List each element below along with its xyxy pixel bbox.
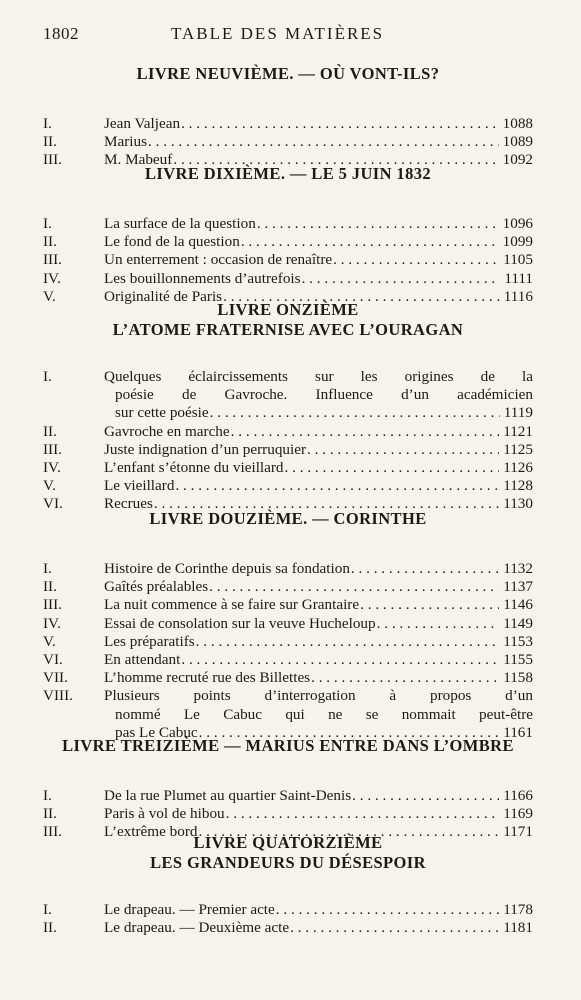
- chapter-page-number: 1146: [503, 596, 533, 614]
- book-heading: [43, 64, 533, 84]
- book-heading-line: LIVRE DIXIÈME. — LE 5 JUIN 1832: [144, 164, 432, 183]
- chapter-number: I.: [43, 787, 52, 804]
- chapter-title-line: nommé Le Cabuc qui ne se nommait peut-être: [115, 705, 533, 723]
- chapter-entry[interactable]: [43, 477, 533, 495]
- dot-leader: [285, 459, 500, 477]
- book-heading: [43, 300, 533, 340]
- chapter-page-number: 1121: [503, 422, 533, 440]
- chapter-number: II.: [43, 805, 57, 823]
- dot-leader: [210, 404, 500, 422]
- dot-leader: [351, 560, 499, 578]
- chapter-entry[interactable]: [43, 251, 533, 269]
- chapter-number: III.: [43, 251, 62, 269]
- chapter-page-number: 1171: [503, 823, 533, 841]
- chapter-title: L’enfant s’étonne du vieillard: [104, 459, 284, 477]
- chapter-number: I.: [43, 368, 52, 385]
- chapter-title: Gavroche en marche: [104, 422, 230, 440]
- chapter-page-number: 1181: [503, 919, 533, 937]
- chapter-list: [43, 215, 533, 306]
- chapter-entry[interactable]: [43, 270, 533, 288]
- chapter-page-number: 1153: [503, 632, 533, 650]
- chapter-entry[interactable]: [43, 805, 533, 823]
- book-heading-line: LIVRE QUATORZIÈME: [193, 833, 383, 852]
- chapter-number: II.: [43, 233, 57, 251]
- chapter-number: IV.: [43, 614, 61, 632]
- chapter-number: II.: [43, 578, 57, 596]
- chapter-list: [43, 115, 533, 170]
- chapter-title: L’homme recruté rue des Billettes: [104, 669, 311, 687]
- book-heading-line: LES GRANDEURS DU DÉSESPOIR: [150, 853, 426, 872]
- book-heading-line: LIVRE DOUZIÈME. — CORINTHE: [149, 509, 427, 528]
- chapter-title: M. Mabeuf: [104, 151, 173, 169]
- chapter-title: De la rue Plumet au quartier Saint-Denis: [104, 787, 352, 804]
- chapter-page-number: 1125: [503, 440, 533, 458]
- chapter-page-number: 1166: [503, 787, 533, 804]
- dot-leader: [181, 651, 499, 669]
- chapter-page-number: 1099: [502, 233, 533, 251]
- book-heading: [43, 833, 533, 873]
- chapter-page-number: 1119: [503, 404, 533, 422]
- dot-leader: [360, 596, 499, 614]
- chapter-entry[interactable]: [43, 633, 533, 651]
- chapter-entry[interactable]: [43, 215, 533, 233]
- chapter-title-line: poésie de Gavroche. Influence d’un académicien: [115, 386, 533, 404]
- chapter-number: I.: [43, 115, 52, 132]
- chapter-title-line: Plusieurs points d’interrogation à propos d’un: [104, 687, 533, 705]
- book-section: [43, 736, 533, 842]
- chapter-entry[interactable]: [43, 596, 533, 614]
- chapter-title: Recrues: [104, 495, 153, 513]
- chapter-title: Histoire de Corinthe depuis sa fondation: [104, 560, 350, 577]
- chapter-page-number: 1155: [503, 651, 533, 669]
- dot-leader: [307, 441, 499, 459]
- dot-leader: [226, 805, 500, 823]
- chapter-entry[interactable]: [43, 115, 533, 133]
- chapter-number: V.: [43, 477, 56, 495]
- chapter-title: Les préparatifs: [104, 632, 195, 650]
- chapter-page-number: 1132: [503, 560, 533, 577]
- dot-leader: [209, 578, 499, 596]
- chapter-number: III.: [43, 151, 62, 169]
- chapter-number: III.: [43, 440, 62, 458]
- chapter-page-number: 1092: [502, 151, 533, 169]
- chapter-page-number: 1128: [503, 477, 533, 495]
- book-heading: [43, 164, 533, 184]
- chapter-page-number: 1137: [503, 578, 533, 596]
- chapter-title: Marius: [104, 133, 148, 151]
- chapter-page-number: 1161: [503, 723, 533, 741]
- chapter-number: III.: [43, 596, 62, 614]
- dot-leader: [148, 133, 499, 151]
- chapter-entry[interactable]: [43, 560, 533, 578]
- dot-leader: [377, 615, 500, 633]
- chapter-page-number: 1169: [503, 805, 533, 823]
- book-heading: [43, 509, 533, 529]
- book-section: [43, 509, 533, 742]
- dot-leader: [276, 901, 499, 919]
- chapter-entry[interactable]: [43, 901, 533, 919]
- chapter-title: La surface de la question: [104, 215, 256, 232]
- chapter-entry[interactable]: [43, 919, 533, 937]
- chapter-page-number: 1088: [502, 115, 533, 132]
- chapter-page-number: 1130: [503, 495, 533, 513]
- chapter-entry[interactable]: [43, 651, 533, 669]
- dot-leader: [241, 233, 499, 251]
- chapter-title-line: Quelques éclaircissements sur les origines de la: [104, 368, 533, 385]
- running-title: TABLE DES MATIÈRES: [171, 24, 385, 43]
- dot-leader: [290, 919, 499, 937]
- chapter-list: [43, 368, 533, 514]
- chapter-number: I.: [43, 901, 52, 918]
- chapter-entry[interactable]: [43, 687, 533, 742]
- page-number: 1802: [43, 24, 79, 43]
- chapter-number: II.: [43, 133, 57, 151]
- chapter-page-number: 1105: [503, 251, 533, 269]
- chapter-number: VI.: [43, 495, 63, 513]
- chapter-number: IV.: [43, 269, 61, 287]
- chapter-page-number: 1089: [502, 133, 533, 151]
- chapter-entry[interactable]: [43, 233, 533, 251]
- chapter-entry[interactable]: [43, 669, 533, 687]
- chapter-entry[interactable]: [43, 578, 533, 596]
- chapter-page-number: 1178: [503, 901, 533, 918]
- chapter-title: Le vieillard: [104, 477, 175, 495]
- chapter-entry[interactable]: [43, 787, 533, 805]
- dot-leader: [257, 215, 499, 233]
- chapter-number: III.: [43, 823, 62, 841]
- dot-leader: [302, 270, 501, 288]
- dot-leader: [352, 787, 499, 805]
- chapter-title: Les bouillonnements d’autrefois: [104, 269, 301, 287]
- chapter-title: Essai de consolation sur la veuve Hucheloup: [104, 614, 376, 632]
- book-section: [43, 64, 533, 170]
- chapter-page-number: 1111: [504, 269, 533, 287]
- chapter-title: Gaîtés préalables: [104, 578, 209, 596]
- chapter-number: II.: [43, 422, 57, 440]
- chapter-number: II.: [43, 919, 57, 937]
- chapter-entry[interactable]: [43, 441, 533, 459]
- dot-leader: [181, 115, 499, 133]
- chapter-page-number: 1158: [503, 669, 533, 687]
- chapter-number: IV.: [43, 459, 61, 477]
- chapter-list: [43, 901, 533, 937]
- chapter-number: I.: [43, 560, 52, 577]
- chapter-number: VIII.: [43, 687, 73, 705]
- chapter-title: Paris à vol de hibou: [104, 805, 225, 823]
- chapter-list: [43, 560, 533, 742]
- chapter-number: V.: [43, 287, 56, 305]
- chapter-entry[interactable]: [43, 133, 533, 151]
- book-section: [43, 300, 533, 514]
- chapter-title: Le drapeau. — Deuxième acte: [104, 919, 290, 937]
- book-section: [43, 164, 533, 306]
- chapter-title: Juste indignation d’un perruquier: [104, 440, 307, 458]
- chapter-title: Le drapeau. — Premier acte: [104, 901, 275, 918]
- chapter-page-number: 1096: [502, 215, 533, 232]
- chapter-title: pas Le Cabuc: [115, 723, 198, 741]
- dot-leader: [175, 477, 499, 495]
- chapter-title: sur cette poésie: [115, 404, 209, 422]
- dot-leader: [231, 423, 500, 441]
- running-head: [43, 24, 533, 48]
- book-heading-line: LIVRE NEUVIÈME. — OÙ VONT-ILS?: [136, 64, 440, 83]
- book-heading-line: L’ATOME FRATERNISE AVEC L’OURAGAN: [112, 320, 464, 339]
- dot-leader: [311, 669, 499, 687]
- chapter-title: La nuit commence à se faire sur Grantaire: [104, 596, 360, 614]
- chapter-title: Le fond de la question: [104, 233, 240, 251]
- chapter-title: En attendant: [104, 651, 181, 669]
- chapter-entry[interactable]: [43, 615, 533, 633]
- chapter-page-number: 1149: [503, 614, 533, 632]
- chapter-title: Jean Valjean: [104, 115, 181, 132]
- book-heading-line: LIVRE TREIZIÈME — MARIUS ENTRE DANS L’OMBRE: [62, 736, 514, 755]
- book-section: [43, 833, 533, 937]
- chapter-title: Un enterrement : occasion de renaître: [104, 251, 333, 269]
- chapter-entry[interactable]: [43, 459, 533, 477]
- dot-leader: [196, 633, 500, 651]
- chapter-number: V.: [43, 632, 56, 650]
- chapter-title: L’extrême bord: [104, 823, 198, 841]
- chapter-page-number: 1116: [503, 287, 533, 305]
- chapter-entry[interactable]: [43, 368, 533, 423]
- chapter-entry[interactable]: [43, 423, 533, 441]
- book-heading-line: LIVRE ONZIÈME: [217, 300, 359, 319]
- chapter-title: Originalité de Paris: [104, 287, 223, 305]
- book-heading: [43, 736, 533, 756]
- chapter-page-number: 1126: [503, 459, 533, 477]
- chapter-number: VI.: [43, 651, 63, 669]
- chapter-number: I.: [43, 215, 52, 232]
- chapter-number: VII.: [43, 669, 68, 687]
- dot-leader: [333, 251, 499, 269]
